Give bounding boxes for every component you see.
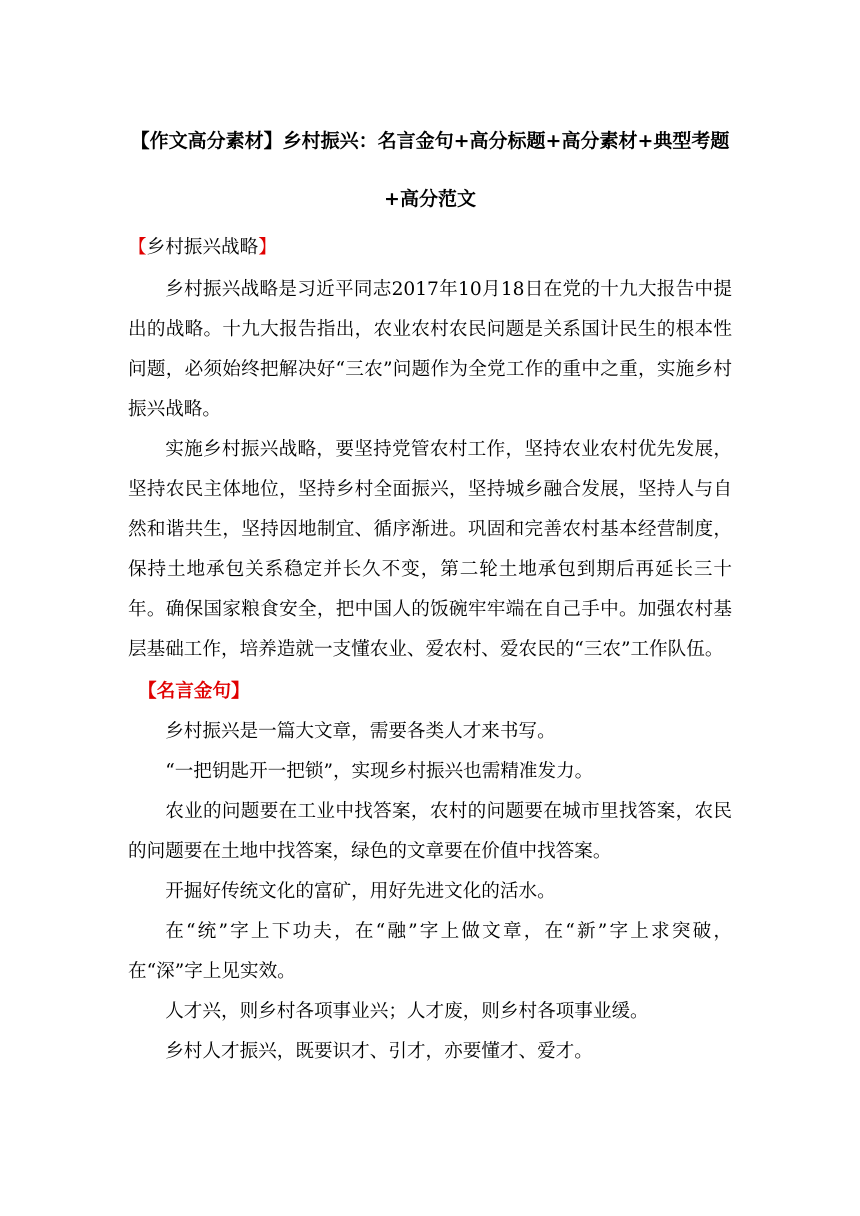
paragraph: 实施乡村振兴战略，要坚持党管农村工作，坚持农业农村优先发展，坚持农民主体地位，坚持乡村全面振兴，坚持城乡融合发展，坚持人与自然和谐共生，坚持因地制宜、循序渐进。巩固和完善农村基本经营制度，保持土地承包关系稳定并长久不变，第二轮土地承包到期后再延长三十年。确保国家粮食安全，把中国人的饭碗牢牢端在自己手中。加强农村基层基础工作，培养造就一支懂农业、爱农村、爱农民的“三农”工作队伍。: [128, 439, 732, 660]
quote-paragraph: “一把钥匙开一把锁”，实现乡村振兴也需精准发力。: [165, 761, 594, 782]
quote-paragraph: 农业的问题要在工业中找答案，农村的问题要在城市里找答案，农民的问题要在土地中找答案，绿色的文章要在价值中找答案。: [128, 801, 732, 862]
quote-paragraph: 开掘好传统文化的富矿，用好先进文化的活水。: [165, 881, 556, 902]
heading-open-bracket: 【: [128, 237, 147, 258]
heading-close-bracket: 】: [231, 681, 250, 702]
section-heading-quotes: [128, 672, 732, 712]
paragraph: 乡村振兴战略是习近平同志2017年10月18日在党的十九大报告中提出的战略。十九大报告指出，农业农村农民问题是关系国计民生的根本性问题，必须始终把解决好“三农”问题作为全党工作的重中之重，实施乡村振兴战略。: [128, 279, 732, 420]
heading-close-bracket: 】: [258, 237, 277, 258]
document-title: 【作文高分素材】乡村振兴：名言金句+高分标题+高分素材+典型考题+高分范文: [130, 130, 730, 210]
quote-paragraph: 乡村振兴是一篇大文章，需要各类人才来书写。: [165, 721, 556, 742]
quote-paragraph: 在“统”字上下功夫，在“融”字上做文章，在“新”字上求突破，在“深”字上见实效。: [128, 921, 732, 982]
quote-paragraph: 人才兴，则乡村各项事业兴；人才废，则乡村各项事业缓。: [165, 1001, 649, 1022]
document-body: [128, 228, 732, 1072]
section-heading-strategy: [128, 228, 732, 268]
heading-open-bracket: 【: [138, 681, 157, 702]
heading-text: 名言金句: [156, 681, 231, 702]
heading-text: 乡村振兴战略: [146, 237, 259, 258]
quote-paragraph: 乡村人才振兴，既要识才、引才，亦要懂才、爱才。: [165, 1041, 593, 1062]
